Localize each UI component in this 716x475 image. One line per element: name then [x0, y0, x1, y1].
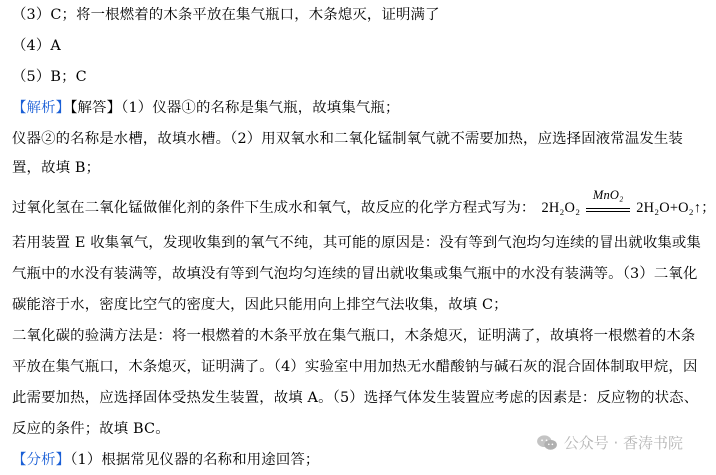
wechat-icon — [536, 434, 558, 452]
solution-line-9: 反应的条件；故填 BC。 — [12, 421, 170, 437]
solution-intro-text: 【解答】（1）仪器①的名称是集气瓶，故填集气瓶； — [70, 100, 400, 116]
reaction-condition — [586, 188, 630, 212]
solution-line-2: 置，故填 B； — [12, 160, 101, 176]
answer-4-text: （4）A — [12, 38, 61, 54]
solution-line-4: 气瓶中的水没有装满等，故填没有等到气泡均匀连续的冒出就收集或集气瓶中的水没有装满等。（3）二氧化 — [12, 266, 698, 282]
equation-reactant: 2H₂O₂ — [541, 200, 581, 216]
watermark-text: 公众号 · 香涛书院 — [563, 434, 683, 452]
solution-line-1: 仪器②的名称是水槽，故填水槽。（2）用双氧水和二氧化锰制氧气就不需要加热，应选择固液常温发生装 — [12, 131, 683, 147]
solution-line-8: 此需要加热，应选择固体受热发生装置，故填 A。（5）选择气体发生装置应考虑的因素是：反应物的状态、 — [12, 390, 699, 406]
analysis-section-tag: 【分析】 — [12, 452, 71, 468]
solution-line-3: 若用装置 E 收集氧气，发现收集到的氧气不纯，其可能的原因是：没有等到气泡均匀连续的冒出就收集或集 — [12, 235, 701, 251]
answer-5-text: （5）B；C — [12, 69, 87, 85]
answer-line-5 — [12, 66, 697, 88]
answer-line-4 — [12, 35, 697, 57]
solution-line-5: 碳能溶于水，密度比空气的密度大，因此只能用向上排空气法收集，故填 C； — [12, 297, 508, 313]
equation-products: 2H₂O+O₂↑； — [636, 200, 716, 216]
analysis-text: （1）根据常见仪器的名称和用途回答； — [70, 452, 320, 468]
answer-3-text: （3）C；将一根燃着的木条平放在集气瓶口，木条熄灭，证明满了 — [12, 7, 440, 23]
equation-intro-text: 过氧化氢在二氧化锰做催化剂的条件下生成水和氧气，故反应的化学方程式写为： — [12, 200, 536, 216]
equation-line — [12, 188, 716, 219]
chemical-equation — [541, 188, 716, 219]
equals-sign — [586, 208, 630, 212]
answer-line-3 — [12, 4, 697, 26]
solution-line-6: 二氧化碳的验满方法是：将一根燃着的木条平放在集气瓶口，木条熄灭，证明满了，故填将一根燃着的木条 — [12, 328, 696, 344]
catalyst-label: MnO₂ — [592, 188, 624, 202]
watermark — [536, 432, 683, 453]
solution-line-7: 平放在集气瓶口，木条熄灭，证明满了。（4）实验室中用加热无水醋酸钠与碱石灰的混合固体制取甲烷，因 — [12, 359, 698, 375]
analysis-header-line — [12, 97, 697, 119]
analysis-tag: 【解析】 — [12, 100, 71, 116]
